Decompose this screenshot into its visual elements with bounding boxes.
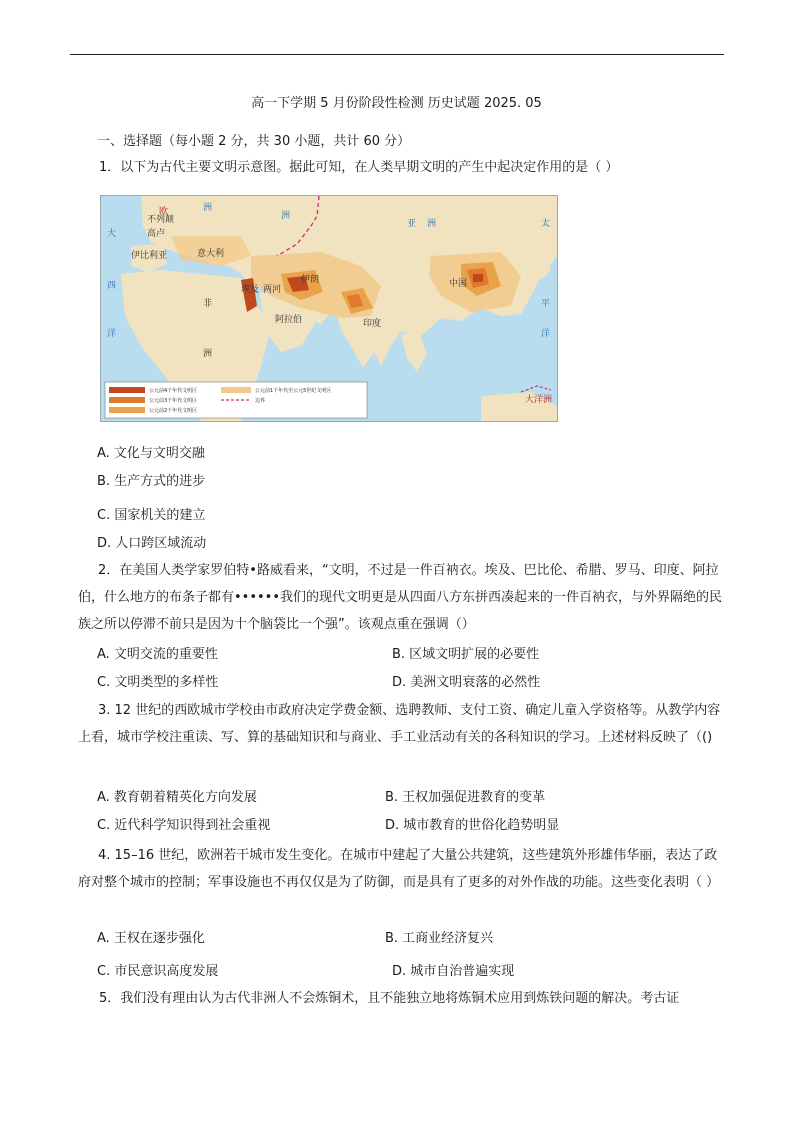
q1-option-d: D. 人口跨区域流动: [97, 536, 207, 551]
map-label-egypt: 埃及: [241, 285, 260, 295]
map-label-africa: 非: [203, 299, 213, 309]
q1-option-b: B. 生产方式的进步: [97, 474, 206, 489]
map-label-atlantic-3: 洋: [107, 329, 117, 339]
q3-option-c: C. 近代科学知识得到社会重视: [97, 818, 271, 833]
map-label-iran: 伊朗: [301, 275, 320, 285]
map-label-pacific-2: 平: [541, 299, 551, 309]
question-2-stem: 2．在美国人类学家罗伯特•路威看来，“文明，不过是一件百衲衣。埃及、巴比伦、希腊、罗马、印度、阿拉伯，什么地方的布条子都有••••••我们的现代文明更是从四面八方东拼西凑起来的一件百衲衣，与外界隔绝的民族之所以停滞不前只是因为十个脑袋比一个强”。该观点重在强调（）: [78, 563, 723, 632]
header-rule: [70, 54, 724, 55]
map-label-atlantic-2: 西: [107, 281, 117, 291]
map-label-africa-2: 洲: [203, 349, 213, 359]
question-5-stem: 5．我们没有理由认为古代非洲人不会炼铜术，且不能独立地将炼铜术应用到炼铁问题的解决。考古证: [99, 991, 680, 1006]
map-label-gaul: 高卢: [147, 229, 166, 239]
page-title: 高一下学期 5 月份阶段性检测 历史试题 2025. 05: [251, 96, 542, 111]
q1-option-c: C. 国家机关的建立: [97, 508, 206, 523]
map-label-india: 印度: [363, 319, 382, 329]
q2-option-a: A. 文明交流的重要性: [97, 647, 218, 662]
q1-option-a: A. 文化与文明交融: [97, 446, 205, 461]
q3-option-b: B. 王权加强促进教育的变革: [385, 790, 546, 805]
map-label-arctic: 洲: [281, 211, 291, 221]
map-label-arabia: 阿拉伯: [275, 315, 303, 325]
q4-option-a: A. 王权在逐步强化: [97, 931, 205, 946]
section-heading: 一、选择题（每小题 2 分，共 30 小题，共计 60 分）: [97, 134, 411, 149]
map-label-europe: 欧: [159, 207, 169, 217]
q4-option-c: C. 市民意识高度发展: [97, 964, 219, 979]
q2-option-d: D. 美洲文明衰落的必然性: [392, 675, 541, 690]
q2-option-b: B. 区域文明扩展的必要性: [392, 647, 540, 662]
q3-option-a: A. 教育朝着精英化方向发展: [97, 790, 257, 805]
map-label-china: 中国: [449, 279, 468, 289]
legend-item-3: 公元前2千年代文明区: [149, 408, 198, 414]
q4-option-d: D. 城市自治普遍实现: [392, 964, 515, 979]
q4-option-b: B. 工商业经济复兴: [385, 931, 494, 946]
map-label-mesopotamia: 两河: [263, 285, 282, 295]
q3-option-d: D. 城市教育的世俗化趋势明显: [385, 818, 560, 833]
map-label-pacific: 太: [541, 219, 551, 229]
legend-item-1: 公元前4千年代文明区: [149, 388, 198, 394]
ancient-civilizations-map: [100, 195, 558, 422]
q2-option-c: C. 文明类型的多样性: [97, 675, 219, 690]
map-label-asia: 亚: [407, 219, 417, 229]
legend-item-5: 边界: [255, 398, 266, 404]
question-4-stem: 4. 15–16 世纪，欧洲若干城市发生变化。在城市中建起了大量公共建筑，这些建筑外形雄伟华丽，表达了政府对整个城市的控制；军事设施也不再仅仅是为了防御，而是具有了更多的对外作战的功能。这些变化表明（ ）: [78, 848, 720, 890]
map-label-britain: 不列颠: [147, 215, 175, 225]
map-label-europe-2: 洲: [203, 203, 213, 213]
map-label-atlantic: 大: [107, 229, 117, 239]
question-3-stem: 3. 12 世纪的西欧城市学校由市政府决定学费金额、选聘教师、支付工资、确定儿童入学资格等。从教学内容上看，城市学校注重读、写、算的基础知识和与商业、手工业活动有关的各科知识的学习。上述材料反映了（(): [78, 703, 721, 745]
map-label-iberia: 伊比利亚: [131, 251, 168, 261]
legend-item-2: 公元前3千年代文明区: [149, 398, 198, 404]
map-label-asia-2: 洲: [427, 219, 437, 229]
map-label-oceania: 大洋洲: [525, 395, 553, 405]
map-label-italy: 意大利: [197, 249, 225, 259]
legend-item-4: 公元前1千年代至公元5世纪文明区: [255, 388, 332, 394]
map-label-pacific-3: 洋: [541, 329, 551, 339]
question-1-stem: 1．以下为古代主要文明示意图。据此可知，在人类早期文明的产生中起决定作用的是（ ）: [99, 160, 619, 175]
